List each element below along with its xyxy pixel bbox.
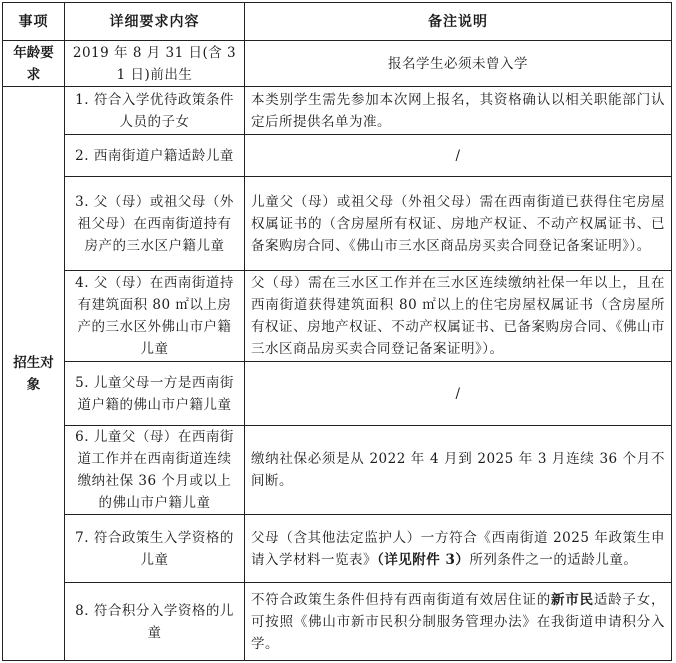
- remarks-cell: 父（母）需在三水区工作并在三水区连续缴纳社保一年以上，且在西南街道获得建筑面积 80 ㎡以上的住宅房屋权属证书（含房屋所有权证、房地产权证、不动产权属证书、已备案购房合同、《佛山市三水区商品房买卖合同登记备案证明》）。: [245, 271, 672, 362]
- remarks-text: 不符合政策生条件但持有西南街道有效居住证的: [251, 591, 551, 608]
- remarks-cell: 报名学生必须未曾入学: [245, 41, 672, 87]
- header-remarks: 备注说明: [245, 3, 672, 41]
- requirement-cell: 5. 儿童父母一方是西南街道户籍的佛山市户籍儿童: [65, 362, 245, 426]
- table-row: [3, 426, 672, 515]
- table-row: [3, 362, 672, 426]
- remarks-cell: 儿童父（母）或祖父母（外祖父母）需在西南街道已获得住宅房屋权属证书的（含房屋所有权证、房地产权证、不动产权属证书、已备案购房合同、《佛山市三水区商品房买卖合同登记备案证明》）。: [245, 177, 672, 271]
- requirement-cell: 4. 父（母）在西南街道持有建筑面积 80 ㎡以上房产的三水区外佛山市户籍儿童: [65, 271, 245, 362]
- remarks-cell: 本类别学生需先参加本次网上报名，其资格确认以相关职能部门认定后所提供名单为准。: [245, 87, 672, 135]
- requirement-cell: 2. 西南街道户籍适龄儿童: [65, 135, 245, 177]
- remarks-text: 父母（含其他法定监护人）一方符合《西南街道 2025 年政策生申请入学材料一览表》: [251, 529, 665, 568]
- requirement-cell: 1. 符合入学优待政策条件人员的子女: [65, 87, 245, 135]
- table-row: [3, 583, 672, 661]
- table-row: [3, 87, 672, 135]
- category-enrollment: 招生对象: [3, 87, 65, 661]
- attachment-reference: （详见附件 3）: [377, 551, 470, 568]
- requirement-cell: 8. 符合积分入学资格的儿童: [65, 583, 245, 661]
- table-row: [3, 515, 672, 583]
- header-item: 事项: [3, 3, 65, 41]
- table-header-row: [3, 3, 672, 41]
- remarks-cell: /: [245, 362, 672, 426]
- requirement-cell: 7. 符合政策生入学资格的儿童: [65, 515, 245, 583]
- remarks-text: 所列条件之一的适龄儿童。: [469, 551, 638, 568]
- requirement-cell: 2019 年 8 月 31 日(含 31 日)前出生: [65, 41, 245, 87]
- remarks-cell: [245, 583, 672, 661]
- admission-requirements-table: [2, 2, 672, 661]
- table-row: [3, 135, 672, 177]
- table-row-age: [3, 41, 672, 87]
- header-requirement: 详细要求内容: [65, 3, 245, 41]
- remarks-cell: 缴纳社保必须是从 2022 年 4 月到 2025 年 3 月连续 36 个月不间断。: [245, 426, 672, 515]
- remarks-cell: [245, 515, 672, 583]
- table-row: [3, 177, 672, 271]
- requirement-cell: 3. 父（母）或祖父母（外祖父母）在西南街道持有房产的三水区户籍儿童: [65, 177, 245, 271]
- remarks-cell: /: [245, 135, 672, 177]
- category-age: 年龄要求: [3, 41, 65, 87]
- new-citizen-term: 新市民: [551, 591, 594, 608]
- requirement-cell: 6. 儿童父（母）在西南街道工作并在西南街道连续缴纳社保 36 个月或以上的佛山市户籍儿童: [65, 426, 245, 515]
- remarks-text: 适龄子女，可按照《佛山市新市民积分制服务管理办法》在我街道申请积分入学。: [251, 591, 666, 652]
- table-row: [3, 271, 672, 362]
